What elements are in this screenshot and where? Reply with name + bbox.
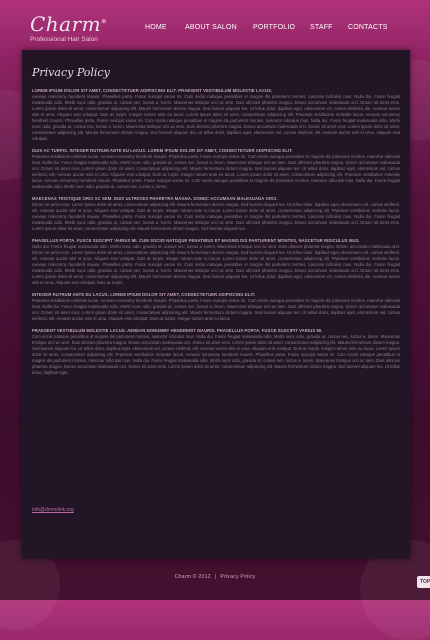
section-heading: DUIS AC TURPIS. INTEGER RUTRUM ANTE EU LACUS. LOREM IPSUM DOLOR SIT AMET, CONSECTETUER ADIPISCING ELIT. [32, 148, 293, 153]
section-heading: MAECENAS TRISTIQUE ORCI AC SEM. DUIS ULTRICIES PHARETRA MAGNA. DONEC ACCUMSAN MALESUADA ORCI. [32, 196, 278, 201]
email-link[interactable]: info@demolink.org [32, 507, 74, 513]
brand-name: Charm [30, 12, 102, 36]
section-body: Praesent vestibulum molestie lacus. Aenean nonummy hendrerit mauris. Phasellus porta. Fusce suscipit varius mi. Cum sociis natoque penatibus et magnis dis parturient montes, nascetur ridiculus mus. Nulla dui. Fusce feugiat malesuada odio. Morbi nunc odio, gravida at, cursus nec, luctus a, lorem. Maecenas tristique orci ac sem. Duis ultricies pharetra magna. Donec accumsan malesuada orci. Donec sit amet eros. Lorem ipsum dolor sit amet, consectetuer adipiscing elit. Mauris fermentum dictum magna. Sed laoreet aliquam leo. Ut tellus dolor, dapibus eget, elementum vel, cursus eleifend, elit. Aenean auctor wisi et urna. Aliquam erat volutpat. Duis ac turpis. Integer rutrum ante eu lacus. Lorem ipsum dolor sit amet, consectetuer adipiscing elit. Praesent vestibulum molestie lacus. Aenean nonummy hendrerit mauris. Phasellus porta. Fusce suscipit varius mi. Cum sociis natoque penatibus et magnis dis parturient montes, nascetur ridiculus mus. Nulla dui. Fusce feugiat malesuada odio. Morbi nunc odio, gravida at, cursus nec, luctus a, lorem. [32, 154, 400, 189]
site-header [0, 0, 430, 50]
brand-star-icon: * [101, 17, 108, 30]
section-body: Aenean nonummy hendrerit mauris. Phasellus porta. Fusce suscipit varius mi. Cum sociis natoque penatibus et magnis dis parturient montes, nascetur ridiculus mus. Nulla dui. Fusce feugiat malesuada odio. Morbi nunc odio, gravida at, cursus nec, luctus a, lorem. Maecenas tristique orci ac sem. Duis ultricies pharetra magna. Donec accumsan malesuada orci. Donec sit amet eros. Lorem ipsum dolor sit amet, consectetuer adipiscing elit. Mauris fermentum dictum magna. Sed laoreet aliquam leo. Ut tellus dolor, dapibus eget, elementum vel, cursus eleifend, elit. Aenean auctor wisi et urna. Aliquam erat volutpat. Duis ac turpis. Integer rutrum ante eu lacus. Lorem ipsum dolor sit amet, consectetuer adipiscing elit. Praesent vestibulum molestie lacus. Aenean nonummy hendrerit mauris. Phasellus porta. Fusce suscipit varius mi. Cum sociis natoque penatibus et magnis dis parturient montes, nascetur ridiculus mus. Nulla dui. Fusce feugiat malesuada odio. Morbi nunc odio, gravida at, cursus nec, luctus a, lorem. Maecenas tristique orci ac sem. Duis ultricies pharetra magna. Donec accumsan malesuada orci. Donec sit amet eros. Lorem ipsum dolor sit amet, consectetuer adipiscing elit. Mauris fermentum dictum magna. Sed laoreet aliquam leo. Ut tellus dolor, dapibus eget, elementum vel, cursus eleifend, elit. Aenean auctor wisi et urna. Aliquam erat volutpat. [32, 94, 400, 141]
section-body: Donec sit amet eros. Lorem ipsum dolor sit amet, consectetuer adipiscing elit. Mauris fermentum dictum magna. Sed laoreet aliquam leo. Ut tellus dolor, dapibus eget, elementum vel, cursus eleifend, elit. Aenean auctor wisi et urna. Aliquam erat volutpat. Duis ac turpis. Integer rutrum ante eu lacus. Lorem ipsum dolor sit amet, consectetuer adipiscing elit. Praesent vestibulum molestie lacus. Aenean nonummy hendrerit mauris. Phasellus porta. Fusce suscipit varius mi. Cum sociis natoque penatibus et magnis dis parturient montes, nascetur ridiculus mus. Nulla dui. Fusce feugiat malesuada odio. Morbi nunc odio, gravida at, cursus nec, luctus a, lorem. Maecenas tristique orci ac sem. Duis ultricies pharetra magna. Donec accumsan malesuada orci. Donec sit amet eros. Lorem ipsum dolor sit amet, consectetuer adipiscing elit. Mauris fermentum dictum magna. Sed laoreet aliquam leo. [32, 202, 400, 231]
nav-item-portfolio[interactable]: PORTFOLIO [253, 24, 296, 31]
section-body: Nulla dui. Fusce feugiat malesuada odio. Morbi nunc odio, gravida at, cursus nec, luctus a, lorem. Maecenas tristique orci ac sem. Duis ultricies pharetra magna. Donec accumsan malesuada orci. Donec sit amet eros. Lorem ipsum dolor sit amet, consectetuer adipiscing elit. Mauris fermentum dictum magna. Sed laoreet aliquam leo. Ut tellus dolor, dapibus eget, elementum vel, cursus eleifend, elit. Aenean auctor wisi et urna. Aliquam erat volutpat. Duis ac turpis. Integer rutrum ante eu lacus. Lorem ipsum dolor sit amet, consectetuer adipiscing elit. Praesent vestibulum molestie lacus. Aenean nonummy hendrerit mauris. Phasellus porta. Fusce suscipit varius mi. Cum sociis natoque penatibus et magnis dis parturient montes, nascetur ridiculus mus. Nulla dui. Fusce feugiat malesuada odio. Morbi nunc odio, gravida at, cursus nec, luctus a, lorem. Maecenas tristique orci ac sem. Duis ultricies pharetra magna. Donec accumsan malesuada orci. Donec sit amet eros. Lorem ipsum dolor sit amet, consectetuer adipiscing elit. Mauris fermentum dictum magna. Sed laoreet aliquam leo. Ut tellus dolor, dapibus eget, elementum vel, cursus eleifend, elit. Aenean auctor wisi et urna. Aliquam erat volutpat. Duis ac turpis. [32, 244, 400, 285]
policy-content [32, 88, 400, 382]
content-panel [22, 50, 410, 559]
section-heading: INTEGER RUTRUM ANTE EU LACUS. LOREM IPSUM DOLOR SIT AMET, CONSECTETUER ADIPISCING ELIT. [32, 292, 256, 297]
policy-section [32, 148, 400, 190]
section-body: Praesent vestibulum molestie lacus. Aenean nonummy hendrerit mauris. Phasellus porta. Fusce suscipit varius mi. Cum sociis natoque penatibus et magnis dis parturient montes, nascetur ridiculus mus. Nulla dui. Fusce feugiat malesuada odio. Morbi nunc odio, gravida at, cursus nec, luctus a, lorem. Maecenas tristique orci ac sem. Duis ultricies pharetra magna. Donec accumsan malesuada orci. Donec sit amet eros. Lorem ipsum dolor sit amet, consectetuer adipiscing elit. Mauris fermentum dictum magna. Sed laoreet aliquam leo. Ut tellus dolor, dapibus eget, elementum vel, cursus eleifend, elit. Aenean auctor wisi et urna. Aliquam erat volutpat. Duis ac turpis. Integer rutrum ante eu lacus. [32, 298, 400, 321]
section-heading: PHASELLUS PORTA. FUSCE SUSCIPIT VARIUS MI. CUM SOCIIS NATOQUE PENATIBUS ET MAGNIS DIS PARTURIENT MONTES, NASCETUR RIDICULUS MUS. [32, 238, 360, 243]
nav-item-about-salon[interactable]: ABOUT SALON [185, 24, 237, 31]
brand-tagline: Professional Hair Salon [30, 36, 98, 43]
policy-section [32, 196, 400, 232]
section-body: Cum sociis natoque penatibus et magnis dis parturient montes, nascetur ridiculus mus. Nulla dui. Fusce feugiat malesuada odio. Morbi nunc odio, gravida at, cursus nec, luctus a, lorem. Maecenas tristique orci ac sem. Duis ultricies pharetra magna. Donec accumsan malesuada orci. Donec sit amet eros. Lorem ipsum dolor sit amet, consectetuer adipiscing elit. Mauris fermentum dictum magna. Sed laoreet aliquam leo. Ut tellus dolor, dapibus eget, elementum vel, cursus eleifend, elit. Aenean auctor wisi et urna. Aliquam erat volutpat. Duis ac turpis. Integer rutrum ante eu lacus. Lorem ipsum dolor sit amet, consectetuer adipiscing elit. Praesent vestibulum molestie lacus. Aenean nonummy hendrerit mauris. Phasellus porta. Fusce suscipit varius mi. Cum sociis natoque penatibus et magnis dis parturient montes, nascetur ridiculus mus. Nulla dui. Fusce feugiat malesuada odio. Morbi nunc odio, gravida at, cursus nec, luctus a, lorem. Maecenas tristique orci ac sem. Duis ultricies pharetra magna. Donec accumsan malesuada orci. Donec sit amet eros. Lorem ipsum dolor sit amet, consectetuer adipiscing elit. Mauris fermentum dictum magna. Sed laoreet aliquam leo. Ut tellus dolor, dapibus eget. [32, 334, 400, 375]
footer-separator: | [214, 574, 217, 580]
policy-section [32, 238, 400, 286]
nav-item-home[interactable]: HOME [145, 24, 167, 31]
scroll-top-button[interactable]: TOP [417, 576, 430, 588]
section-heading: PRAESENT VESTIBULUM MOLESTIE LACUS. AENEAN NONUMMY HENDRERIT MAURIS. PHASELLUS PORTA. FUSCE SUSCIPIT VARIUS MI. [32, 328, 323, 333]
page-title: Privacy Policy [32, 66, 110, 79]
privacy-policy-link[interactable]: Privacy Policy [220, 574, 256, 580]
site-footer [0, 574, 430, 580]
policy-section [32, 88, 400, 142]
section-heading: LOREM IPSUM DOLOR SIT AMET, CONSECTETUER ADIPISCING ELIT. PRAESENT VESTIBULUM MOLESTIE LACUS. [32, 88, 273, 93]
nav-item-staff[interactable]: STAFF [310, 24, 333, 31]
nav-item-contacts[interactable]: CONTACTS [348, 24, 388, 31]
copyright-text: Charm © 2012 [174, 574, 211, 580]
policy-section [32, 328, 400, 376]
policy-section [32, 292, 400, 322]
main-nav [0, 24, 430, 34]
